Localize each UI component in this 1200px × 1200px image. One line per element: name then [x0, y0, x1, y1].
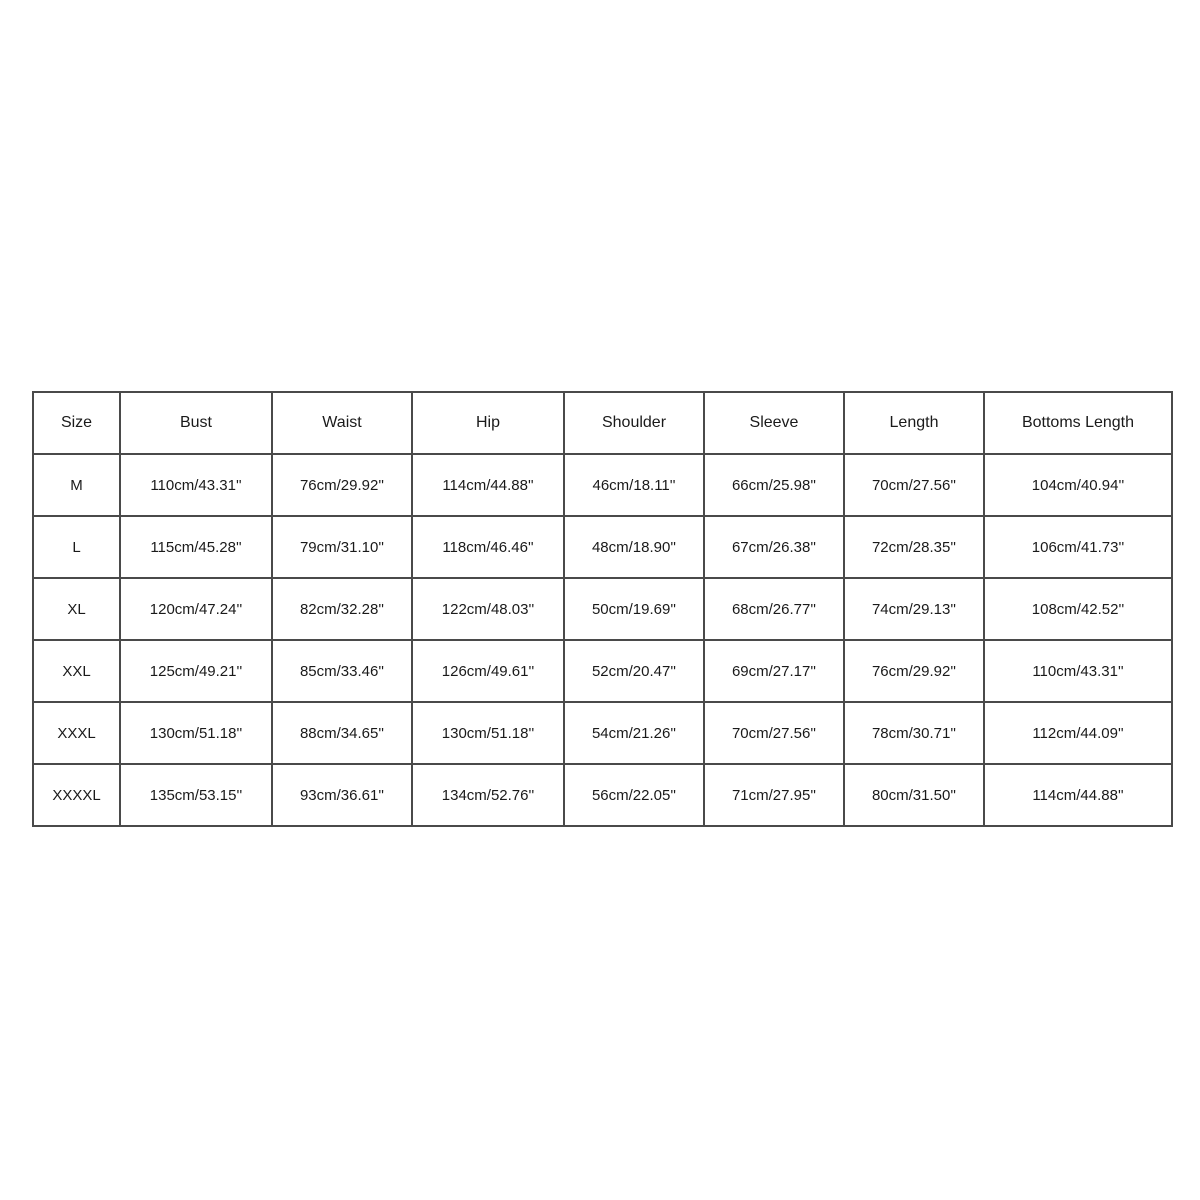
table-row [33, 578, 1172, 640]
bottoms-length-cell: 104cm/40.94'' [984, 454, 1172, 516]
bust-cell: 135cm/53.15'' [120, 764, 272, 826]
length-cell: 74cm/29.13'' [844, 578, 984, 640]
sleeve-cell: 67cm/26.38'' [704, 516, 844, 578]
bottoms-length-cell: 108cm/42.52'' [984, 578, 1172, 640]
column-header-hip: Hip [412, 392, 564, 454]
column-header-shoulder: Shoulder [564, 392, 704, 454]
size-cell: XXL [33, 640, 120, 702]
bust-cell: 115cm/45.28'' [120, 516, 272, 578]
bust-cell: 130cm/51.18'' [120, 702, 272, 764]
sleeve-cell: 69cm/27.17'' [704, 640, 844, 702]
length-cell: 72cm/28.35'' [844, 516, 984, 578]
column-header-length: Length [844, 392, 984, 454]
bottoms-length-cell: 112cm/44.09'' [984, 702, 1172, 764]
waist-cell: 76cm/29.92'' [272, 454, 412, 516]
table-row [33, 702, 1172, 764]
bust-cell: 110cm/43.31'' [120, 454, 272, 516]
sleeve-cell: 71cm/27.95'' [704, 764, 844, 826]
waist-cell: 82cm/32.28'' [272, 578, 412, 640]
column-header-size: Size [33, 392, 120, 454]
size-chart-table [32, 391, 1173, 827]
size-cell: M [33, 454, 120, 516]
waist-cell: 93cm/36.61'' [272, 764, 412, 826]
sleeve-cell: 66cm/25.98'' [704, 454, 844, 516]
column-header-bust: Bust [120, 392, 272, 454]
sleeve-cell: 68cm/26.77'' [704, 578, 844, 640]
bust-cell: 125cm/49.21'' [120, 640, 272, 702]
shoulder-cell: 50cm/19.69'' [564, 578, 704, 640]
hip-cell: 126cm/49.61'' [412, 640, 564, 702]
column-header-bottoms-length: Bottoms Length [984, 392, 1172, 454]
hip-cell: 114cm/44.88'' [412, 454, 564, 516]
hip-cell: 122cm/48.03'' [412, 578, 564, 640]
length-cell: 70cm/27.56'' [844, 454, 984, 516]
bottoms-length-cell: 110cm/43.31'' [984, 640, 1172, 702]
table-row [33, 764, 1172, 826]
waist-cell: 85cm/33.46'' [272, 640, 412, 702]
length-cell: 78cm/30.71'' [844, 702, 984, 764]
table-row [33, 454, 1172, 516]
hip-cell: 134cm/52.76'' [412, 764, 564, 826]
hip-cell: 118cm/46.46'' [412, 516, 564, 578]
sleeve-cell: 70cm/27.56'' [704, 702, 844, 764]
shoulder-cell: 56cm/22.05'' [564, 764, 704, 826]
size-cell: L [33, 516, 120, 578]
size-cell: XXXXL [33, 764, 120, 826]
table-row [33, 516, 1172, 578]
bottoms-length-cell: 114cm/44.88'' [984, 764, 1172, 826]
hip-cell: 130cm/51.18'' [412, 702, 564, 764]
bottoms-length-cell: 106cm/41.73'' [984, 516, 1172, 578]
size-cell: XXXL [33, 702, 120, 764]
shoulder-cell: 46cm/18.11'' [564, 454, 704, 516]
shoulder-cell: 48cm/18.90'' [564, 516, 704, 578]
column-header-sleeve: Sleeve [704, 392, 844, 454]
waist-cell: 88cm/34.65'' [272, 702, 412, 764]
bust-cell: 120cm/47.24'' [120, 578, 272, 640]
length-cell: 76cm/29.92'' [844, 640, 984, 702]
header-row [33, 392, 1172, 454]
length-cell: 80cm/31.50'' [844, 764, 984, 826]
waist-cell: 79cm/31.10'' [272, 516, 412, 578]
shoulder-cell: 54cm/21.26'' [564, 702, 704, 764]
column-header-waist: Waist [272, 392, 412, 454]
shoulder-cell: 52cm/20.47'' [564, 640, 704, 702]
size-cell: XL [33, 578, 120, 640]
table-row [33, 640, 1172, 702]
